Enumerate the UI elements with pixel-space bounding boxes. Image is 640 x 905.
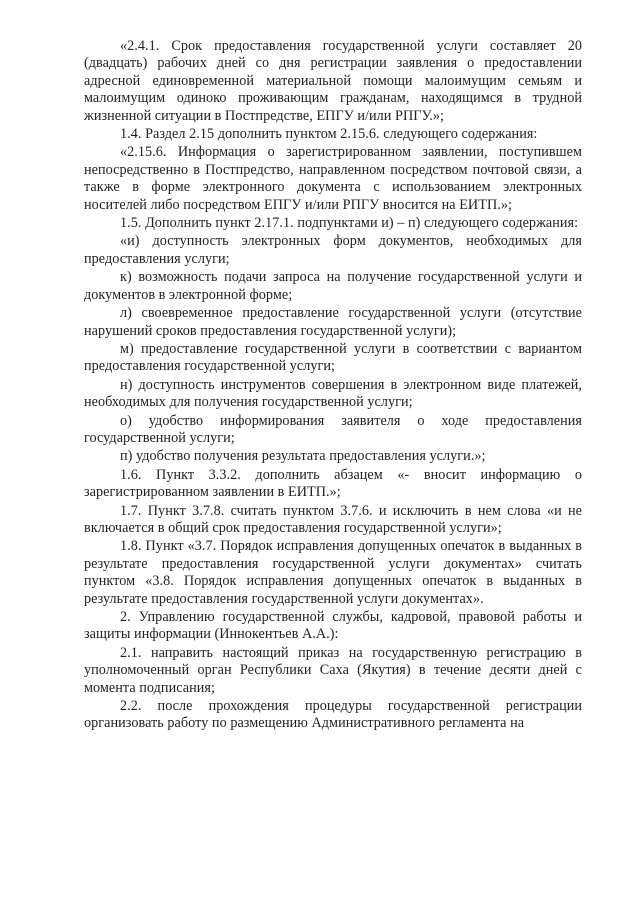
paragraph-2-2: 2.2. после прохождения процедуры государственной регистрации организовать работу по размещению Административного регламента на xyxy=(84,698,582,732)
paragraph-1-4: 1.4. Раздел 2.15 дополнить пунктом 2.15.6. следующего содержания: xyxy=(120,126,538,143)
paragraph-1-6: 1.6. Пункт 3.3.2. дополнить абзацем «- вносит информацию о зарегистрированном заявлении в ЕИТП.»; xyxy=(84,466,582,501)
paragraph-2-1: 2.1. направить настоящий приказ на государственную регистрацию в уполномоченный орган Республики Саха (Якутия) в течение десяти дней с момента подписания; xyxy=(84,644,582,696)
subitem-l: л) своевременное предоставление государственной услуги (отсутствие нарушений сроков предоставления государственной услуги); xyxy=(84,305,582,339)
subitem-p: п) удобство получения результата предоставления услуги.»; xyxy=(120,448,486,465)
paragraph-2-4-1: «2.4.1. Срок предоставления государственной услуги составляет 20 (двадцать) рабочих дней со дня регистрации заявления о предоставлении адресной единовременной материальной помощи малоимущим семьям и малоимущим одиноко проживающим гражданам, находящимся в трудной жизненной ситуации в Постпредстве, ЕПГУ и/или РПГУ.»; xyxy=(84,38,582,124)
paragraph-2-15-6: «2.15.6. Информация о зарегистрированном заявлении, поступившем непосредственно в Постпредство, направленном посредством почтовой связи, а также в форме электронного документа с использованием электронных носителей либо посредством ЕПГУ и/или РПГУ вносится на ЕИТП.»; xyxy=(84,144,582,213)
paragraph-2: 2. Управлению государственной службы, кадровой, правовой работы и защиты информации (Иннокентьев А.А.): xyxy=(84,609,582,643)
subitem-o: о) удобство информирования заявителя о ходе предоставления государственной услуги; xyxy=(84,412,582,446)
paragraph-1-5: 1.5. Дополнить пункт 2.17.1. подпунктами и) – п) следующего содержания: xyxy=(120,215,579,232)
subitem-m: м) предоставление государственной услуги в соответствии с вариантом предоставления государственной услуги; xyxy=(84,340,582,375)
subitem-i: «и) доступность электронных форм документов, необходимых для предоставления услуги; xyxy=(84,233,582,267)
paragraph-1-8: 1.8. Пункт «3.7. Порядок исправления допущенных опечаток в выданных в результате предоставления государственной услуги документах» считать пунктом «3.8. Порядок исправления допущенных опечаток в выданных в результате предоставления государственной услуги документах». xyxy=(84,538,582,607)
paragraph-1-7: 1.7. Пункт 3.7.8. считать пунктом 3.7.6. и исключить в нем слова «и не включается в общий срок предоставления государственной услуги»; xyxy=(84,502,582,536)
subitem-n: н) доступность инструментов совершения в электронном виде платежей, необходимых для получения государственной услуги; xyxy=(84,376,582,411)
subitem-k: к) возможность подачи запроса на получение государственной услуги и документов в электронной форме; xyxy=(84,269,582,303)
